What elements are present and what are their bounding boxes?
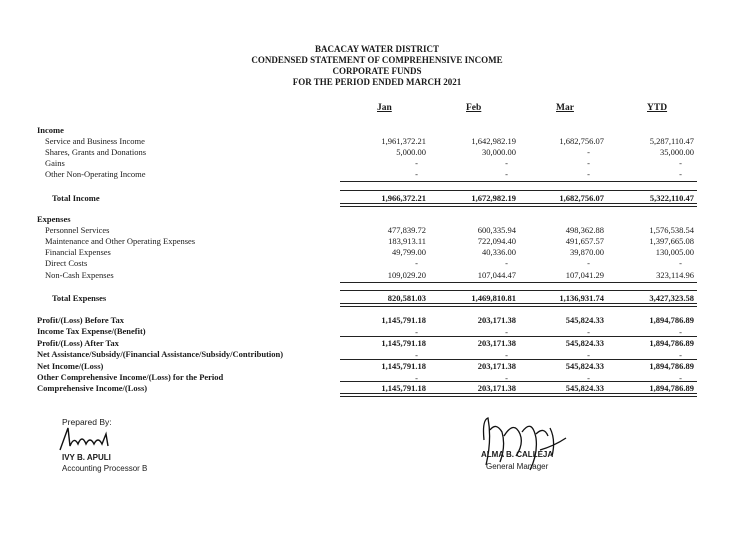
cell-ytd: 3,427,323.58 [649, 293, 694, 303]
approver-name: ALMA B. CALLEJA [481, 450, 554, 459]
row-label: Total Income [52, 193, 100, 203]
cell-jan: 1,145,791.18 [381, 383, 426, 393]
cell-ytd: 1,397,665.08 [649, 236, 694, 246]
cell-mar: 498,362.88 [565, 225, 604, 235]
cell-feb: 1,672,982.19 [471, 193, 516, 203]
row-label: Shares, Grants and Donations [45, 147, 147, 157]
cell-jan: - [415, 158, 418, 168]
cell-jan: 109,029.20 [387, 270, 426, 280]
cell-feb: 1,642,982.19 [471, 136, 516, 146]
cell-ytd: 5,322,110.47 [649, 193, 694, 203]
preparer-name: IVY B. APULI [62, 453, 111, 462]
cell-jan: 183,913.11 [388, 236, 426, 246]
row-label: Profit/(Loss) Before Tax [37, 315, 125, 325]
double-underline [340, 203, 697, 207]
col-mar: Mar [556, 103, 574, 113]
row-label: Total Expenses [52, 293, 107, 303]
fund-name: CORPORATE FUNDS [332, 66, 422, 76]
cell-jan: 1,966,372.21 [381, 193, 426, 203]
cell-mar: - [587, 373, 590, 383]
row-label: Net Assistance/Subsidy/(Financial Assistance/Subsidy/Contribution) [37, 349, 284, 359]
cell-mar: 107,041.29 [565, 270, 604, 280]
cell-feb: 203,171.38 [477, 361, 516, 371]
cell-ytd: - [679, 373, 682, 383]
cell-feb: 722,094.40 [477, 236, 516, 246]
cell-feb: 40,336.00 [482, 247, 516, 257]
prepared-by-label: Prepared By: [62, 417, 112, 427]
preparer-title: Accounting Processor B [62, 464, 148, 473]
cell-jan: - [415, 169, 418, 179]
cell-mar: 491,657.57 [565, 236, 604, 246]
cell-ytd: - [679, 258, 682, 268]
cell-ytd: 5,287,110.47 [649, 136, 694, 146]
org-name: BACACAY WATER DISTRICT [314, 44, 440, 54]
cell-jan: 1,145,791.18 [381, 338, 426, 348]
cell-mar: 545,824.33 [565, 361, 604, 371]
cell-feb: - [505, 169, 508, 179]
cell-feb: - [505, 350, 508, 360]
cell-feb: - [505, 327, 508, 337]
cell-jan: 5,000.00 [396, 147, 426, 157]
cell-mar: - [587, 169, 590, 179]
cell-jan: - [415, 258, 418, 268]
row-label: Non-Cash Expenses [45, 270, 114, 280]
cell-feb: 600,335.94 [477, 225, 516, 235]
row-label: Net Income/(Loss) [37, 361, 104, 371]
cell-mar: 545,824.33 [565, 383, 604, 393]
cell-mar: - [587, 350, 590, 360]
cell-feb: - [505, 158, 508, 168]
divider [340, 190, 697, 191]
cell-feb: - [505, 373, 508, 383]
cell-ytd: 35,000.00 [660, 147, 694, 157]
col-feb: Feb [466, 103, 482, 113]
divider [340, 181, 697, 182]
cell-ytd: - [679, 327, 682, 337]
period-label: FOR THE PERIOD ENDED MARCH 2021 [292, 77, 462, 87]
cell-jan: - [415, 350, 418, 360]
cell-mar: - [587, 327, 590, 337]
cell-jan: 820,581.03 [387, 293, 426, 303]
cell-ytd: - [679, 158, 682, 168]
col-ytd: YTD [647, 103, 668, 113]
divider [340, 381, 697, 382]
cell-feb: 30,000.00 [482, 147, 516, 157]
cell-jan: 477,839.72 [387, 225, 426, 235]
cell-ytd: 130,005.00 [655, 247, 694, 257]
cell-ytd: 1,576,538.54 [649, 225, 694, 235]
cell-mar: - [587, 258, 590, 268]
row-label: Other Comprehensive Income/(Loss) for the Period [37, 372, 224, 382]
double-underline [340, 303, 697, 307]
cell-ytd: 1,894,786.89 [649, 338, 694, 348]
row-label: Personnel Services [45, 225, 110, 235]
income-heading: Income [37, 125, 64, 135]
cell-ytd: 1,894,786.89 [649, 315, 694, 325]
preparer-signature [56, 424, 126, 454]
expenses-heading: Expenses [37, 214, 71, 224]
row-label: Profit/(Loss) After Tax [37, 338, 119, 348]
cell-jan: - [415, 327, 418, 337]
divider [340, 282, 697, 283]
cell-mar: 1,682,756.07 [559, 136, 604, 146]
cell-mar: - [587, 147, 590, 157]
cell-jan: 49,799.00 [392, 247, 426, 257]
row-label: Direct Costs [45, 258, 88, 268]
cell-feb: - [505, 258, 508, 268]
cell-feb: 203,171.38 [477, 383, 516, 393]
approver-title: General Manager [486, 462, 549, 471]
row-label: Maintenance and Other Operating Expenses [45, 236, 196, 246]
cell-ytd: 1,894,786.89 [649, 361, 694, 371]
cell-jan: - [415, 373, 418, 383]
cell-ytd: - [679, 169, 682, 179]
row-label: Service and Business Income [45, 136, 145, 146]
cell-jan: 1,145,791.18 [381, 361, 426, 371]
row-label: Other Non-Operating Income [45, 169, 146, 179]
row-label: Comprehensive Income/(Loss) [37, 383, 148, 393]
cell-mar: 545,824.33 [565, 338, 604, 348]
cell-mar: 1,136,931.74 [559, 293, 604, 303]
cell-ytd: 1,894,786.89 [649, 383, 694, 393]
cell-feb: 203,171.38 [477, 338, 516, 348]
cell-jan: 1,145,791.18 [381, 315, 426, 325]
cell-mar: - [587, 158, 590, 168]
divider [340, 290, 697, 291]
cell-feb: 1,469,810.81 [471, 293, 516, 303]
cell-mar: 39,870.00 [570, 247, 604, 257]
cell-jan: 1,961,372.21 [381, 136, 426, 146]
cell-mar: 1,682,756.07 [559, 193, 604, 203]
cell-ytd: - [679, 350, 682, 360]
divider [340, 359, 697, 360]
cell-mar: 545,824.33 [565, 315, 604, 325]
cell-feb: 107,044.47 [477, 270, 516, 280]
col-jan: Jan [377, 103, 392, 113]
row-label: Financial Expenses [45, 247, 111, 257]
row-label: Gains [45, 158, 65, 168]
cell-ytd: 323,114.96 [656, 270, 694, 280]
divider [340, 336, 697, 337]
cell-feb: 203,171.38 [477, 315, 516, 325]
row-label: Income Tax Expense/(Benefit) [37, 326, 146, 336]
double-underline [340, 393, 697, 397]
statement-title: CONDENSED STATEMENT OF COMPREHENSIVE INCOME [251, 55, 503, 65]
